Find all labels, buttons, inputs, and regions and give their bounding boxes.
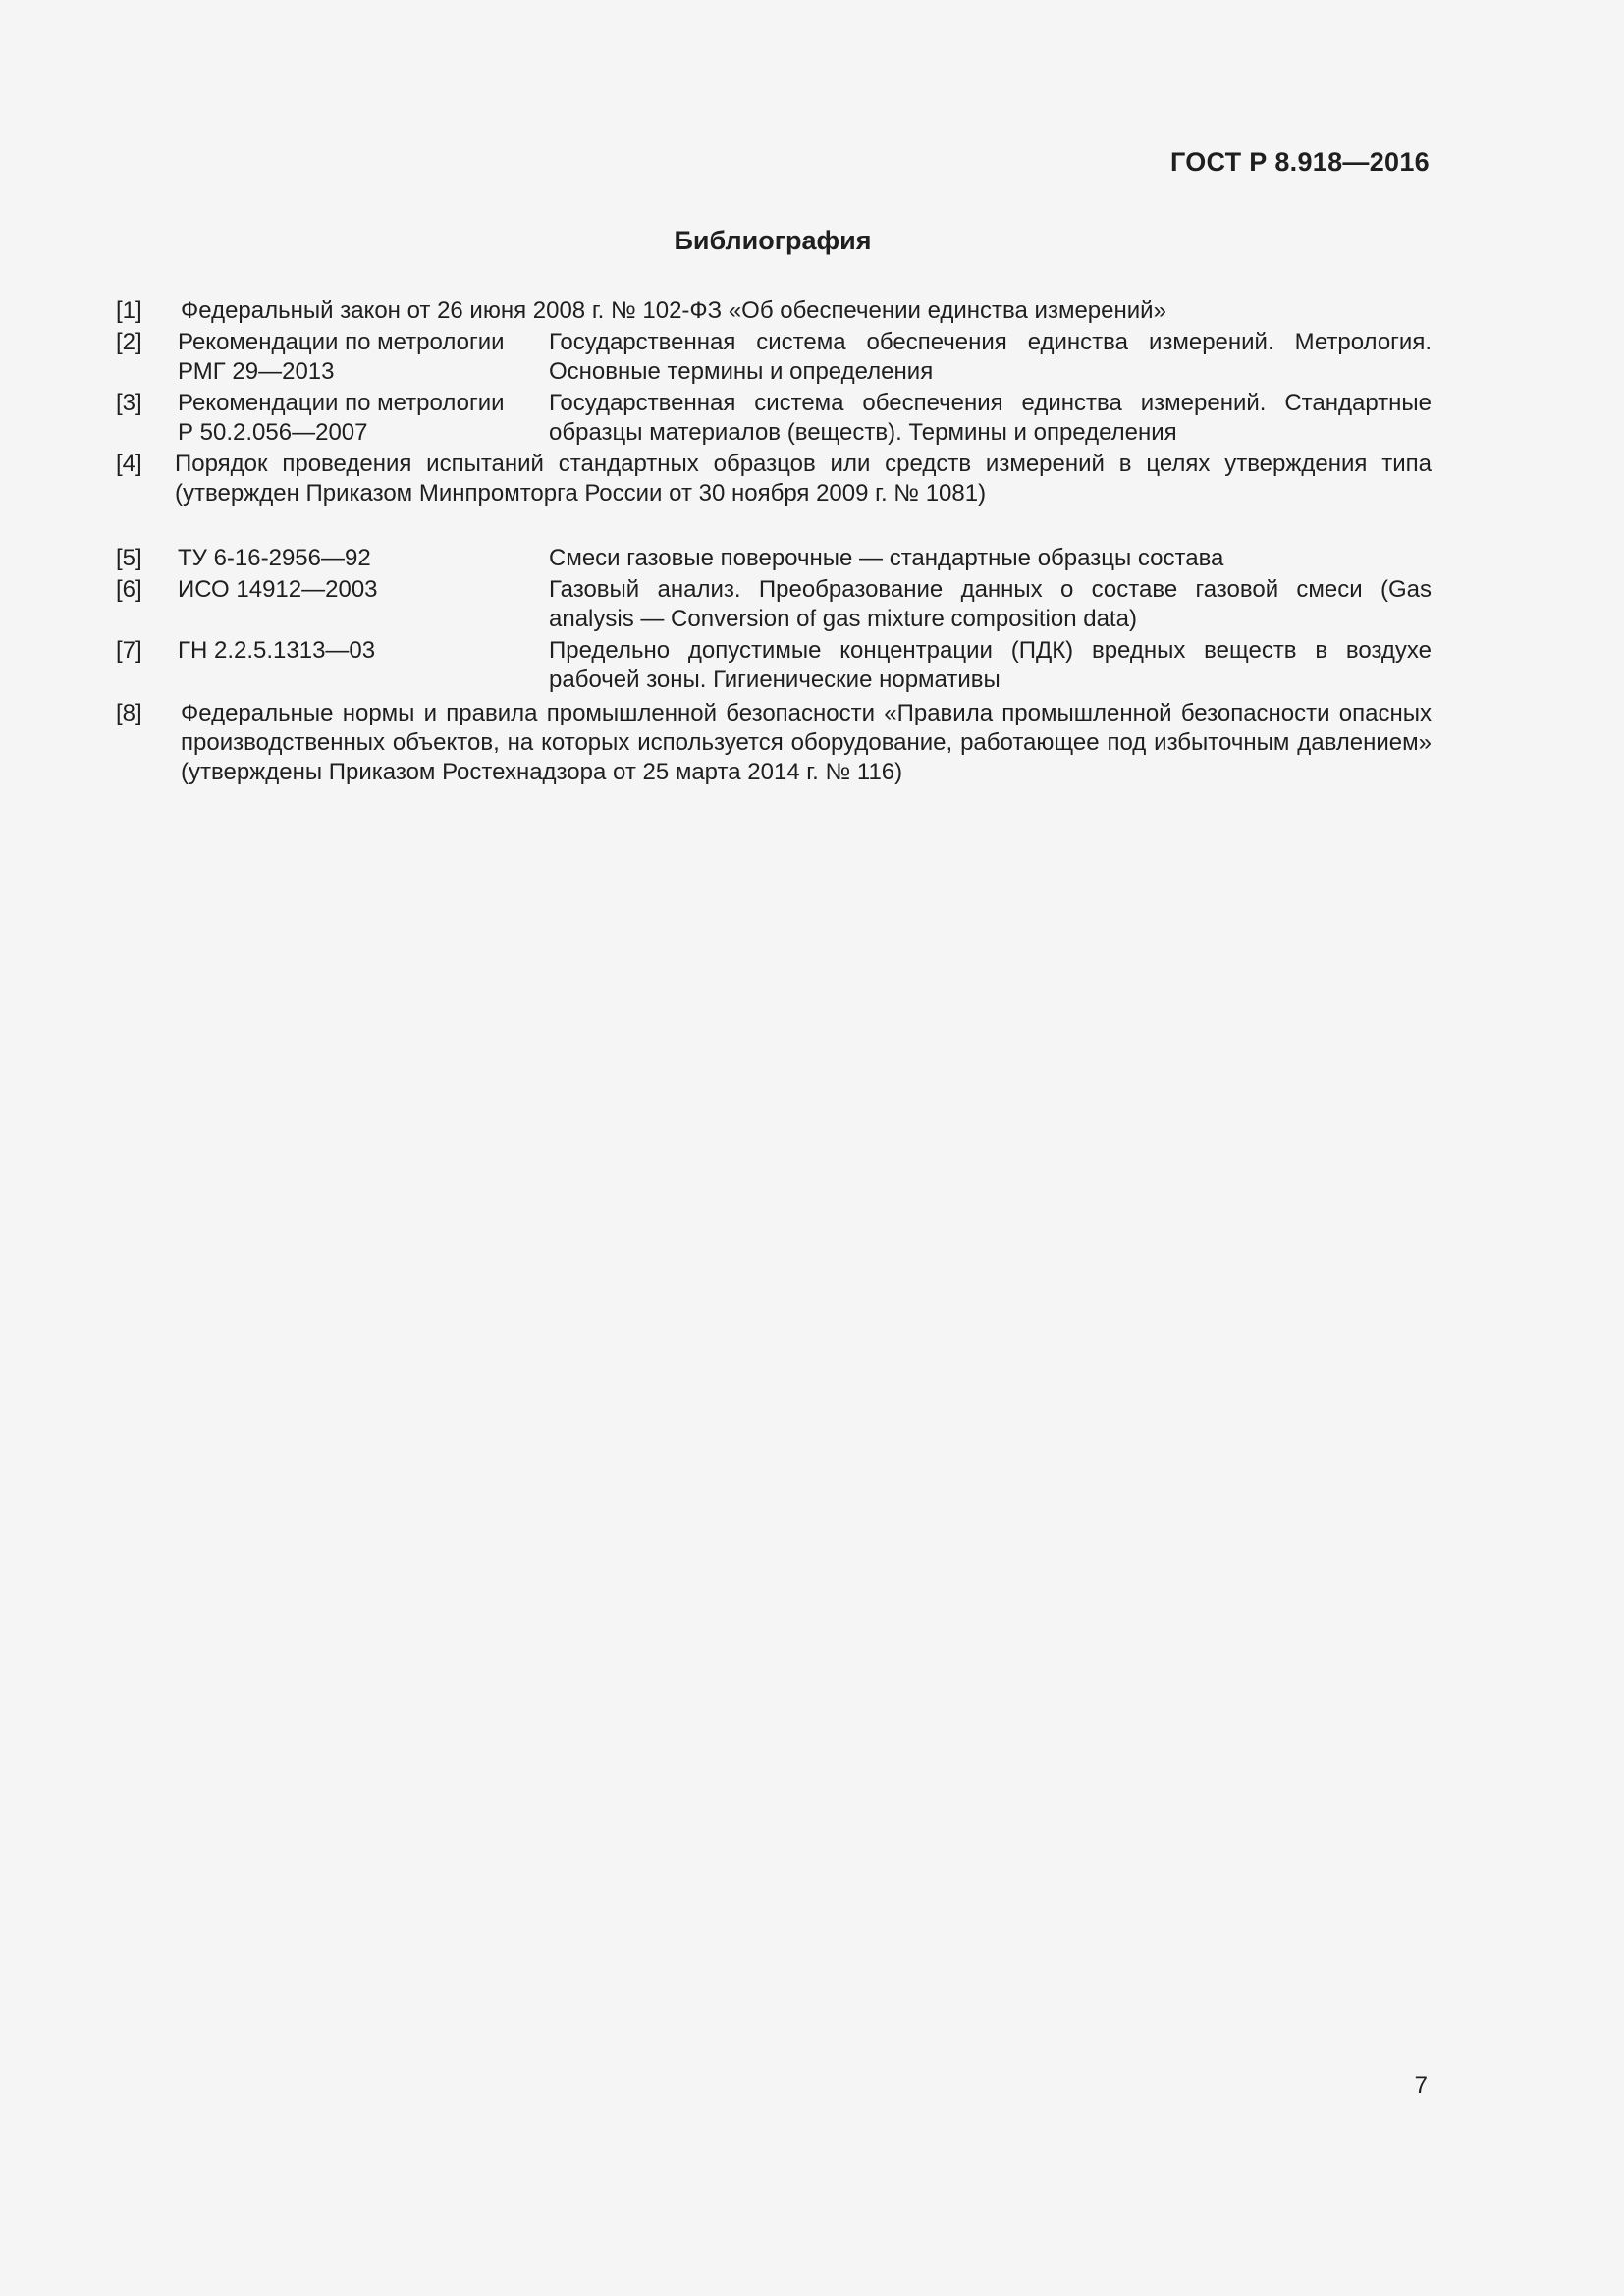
entry-description: Государственная система обеспечения единства измерений. Метрология. Основные термины и определения: [549, 329, 1432, 385]
bibliography-entry-2: [116, 328, 1432, 387]
bibliography-list: [116, 296, 1432, 789]
entry-source: [178, 328, 549, 387]
section-title: Библиография: [674, 226, 872, 255]
document-code: ГОСТ Р 8.918—2016: [1169, 147, 1430, 177]
entry-description: Государственная система обеспечения единства измерений. Стандартные образцы материалов (веществ). Термины и определения: [549, 390, 1432, 446]
bibliography-entry-7: [116, 636, 1432, 695]
entry-text: Федеральные нормы и правила промышленной безопасности «Правила промышленной безопасности опасных производственных объектов, на которых используется оборудование, работающее под избыточным давлением» (утверждены Приказом Ростехнадзора от 25 марта 2014 г. № 116): [181, 700, 1432, 785]
bibliography-entry-6: [116, 575, 1432, 634]
bibliography-entry-1: [116, 296, 1432, 326]
entry-source-line: ГН 2.2.5.1313—03: [178, 637, 376, 664]
entry-source-line: Р 50.2.056—2007: [178, 419, 368, 446]
entry-source-line: Рекомендации по метрологии: [178, 390, 505, 416]
entry-source-line: РМГ 29—2013: [178, 358, 335, 385]
entry-number: [1]: [116, 297, 142, 324]
entry-number: [7]: [116, 637, 142, 664]
entry-description: Предельно допустимые концентрации (ПДК) вредных веществ в воздухе рабочей зоны. Гигиенические нормативы: [549, 637, 1432, 693]
entry-source-line: Рекомендации по метрологии: [178, 329, 505, 355]
entry-text: Федеральный закон от 26 июня 2008 г. № 102-ФЗ «Об обеспечении единства измерений»: [181, 297, 1166, 324]
entry-source: [178, 575, 549, 634]
entry-number: [8]: [116, 700, 142, 726]
bibliography-entry-4: [116, 450, 1432, 508]
bibliography-entry-8: [116, 699, 1432, 787]
entry-text: Порядок проведения испытаний стандартных образцов или средств измерений в целях утверждения типа (утвержден Приказом Минпромторга России от 30 ноября 2009 г. № 1081): [175, 451, 1432, 507]
entry-source: [178, 636, 549, 695]
entry-description: Смеси газовые поверочные — стандартные образцы состава: [549, 545, 1224, 571]
entry-source: [178, 389, 549, 448]
entry-source-line: ИСО 14912—2003: [178, 576, 378, 603]
page-number: 7: [1414, 2072, 1428, 2099]
entry-description: Газовый анализ. Преобразование данных о составе газовой смеси (Gas analysis — Conversion of gas mixture composition data): [549, 576, 1432, 632]
entry-number: [5]: [116, 545, 142, 571]
entry-number: [6]: [116, 576, 142, 603]
entry-number: [4]: [116, 451, 142, 477]
entry-source-line: ТУ 6-16-2956—92: [178, 545, 371, 571]
entry-number: [3]: [116, 390, 142, 416]
bibliography-entry-5: [116, 544, 1432, 573]
entry-number: [2]: [116, 329, 142, 355]
entry-source: [178, 544, 549, 573]
bibliography-entry-3: [116, 389, 1432, 448]
